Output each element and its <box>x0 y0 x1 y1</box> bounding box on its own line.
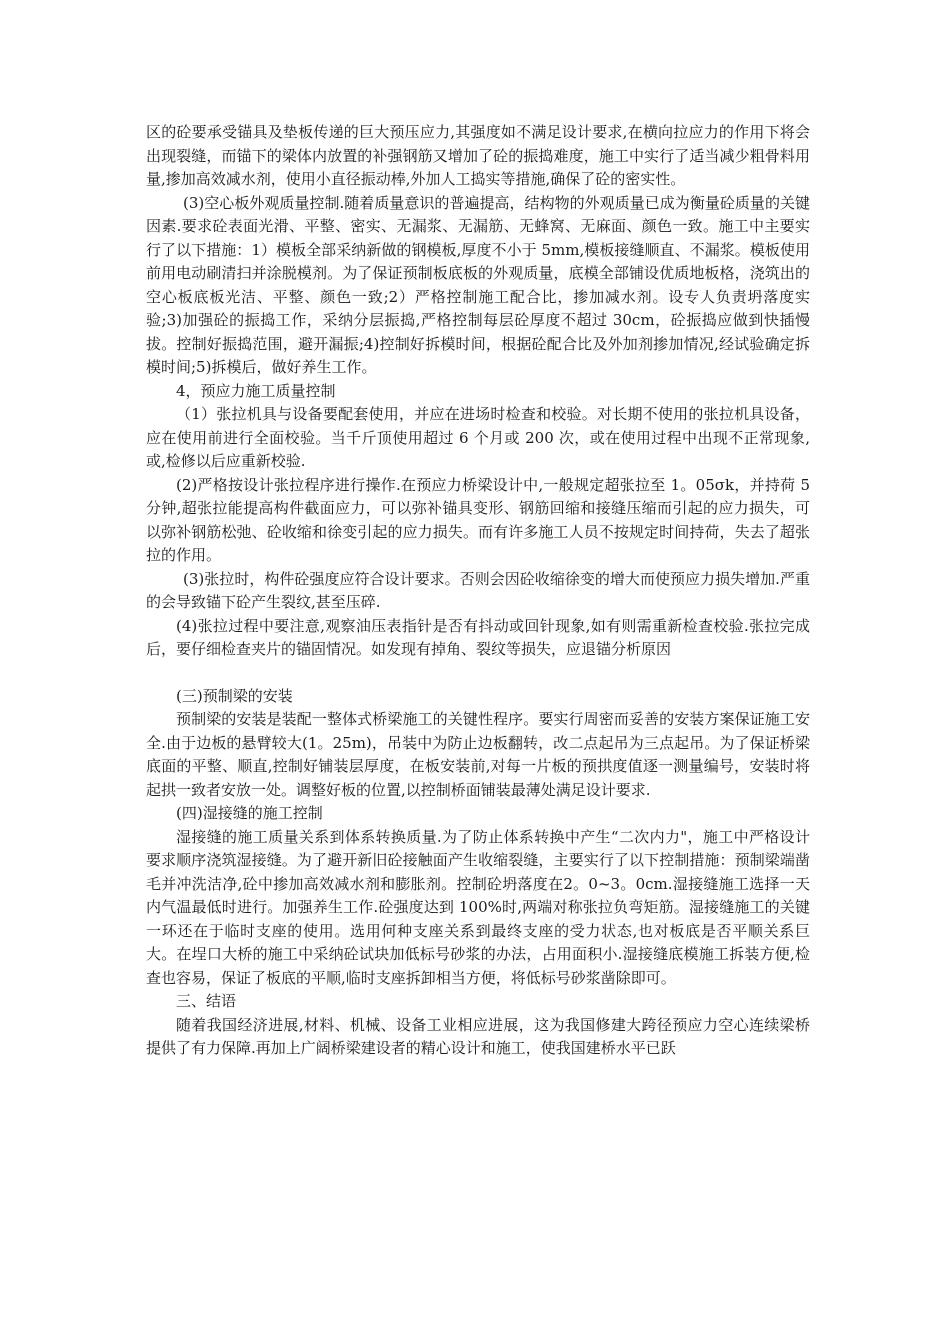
paragraph-anchor-zone: 区的砼要承受锚具及垫板传递的巨大预压应力,其强度如不满足设计要求,在横向拉应力的作用下将会出现裂缝，而锚下的梁体内放置的补强钢筋又增加了砼的振捣难度，施工中实行了适当减少粗骨料用量,掺加高效减水剂，使用小直径振动棒,外加人工捣实等措施,确保了砼的密实性。 <box>146 123 810 188</box>
section-heading-beam-installation: (三)预制梁的安装 <box>176 686 293 705</box>
paragraph-hollow-slab-appearance: (3)空心板外观质量控制.随着质量意识的普遍提高，结构物的外观质量已成为衡量砼质量的关键因素.要求砼表面光滑、平整、密实、无漏浆、无漏筋、无蜂窝、无麻面、颜色一致。施工中主要实行了以下措施：1）模板全部采纳新做的钢模板,厚度不小于 5mm,模板接缝顺直、不漏浆。模板使用前用电动刷清扫并涂脱模剂。为了保证预制板底板的外观质量，底模全部铺设优质地板格，浇筑出的空心板底板光洁、平整、颜色一致;2）严格控制施工配合比，掺加减水剂。设专人负责坍落度实验;3)加强砼的振捣工作，采纳分层振捣,严格控制每层砼厚度不超过 30cm，砼振捣应做到快插慢拔。控制好振捣范围，避开漏振;4)控制好拆模时间，根据砼配合比及外加剂掺加情况,经试验确定拆模时间;5)拆模后，做好养生工作。 <box>146 193 810 376</box>
paragraph-tensioning-procedure: (2)严格按设计张拉程序进行操作.在预应力桥梁设计中,一般规定超张拉至 1。05σk，并持荷 5 分钟,超张拉能提高构件截面应力，可以弥补锚具变形、钢筋回缩和接缝压缩而引起的应力损失，可以弥补钢筋松弛、砼收缩和徐变引起的应力损失。而有许多施工人员不按规定时间持荷，失去了超张拉的作用。 <box>146 475 810 564</box>
section-heading-wet-joint: (四)湿接缝的施工控制 <box>176 804 323 822</box>
paragraph-beam-installation: 预制梁的安装是装配一整体式桥梁施工的关键性程序。要实行周密而妥善的安装方案保证施工安全.由于边板的悬臂较大(1。25m)，吊装中为防止边板翻转，改二点起吊为三点起吊。为了保证桥梁底面的平整、顺直,控制好铺装层厚度，在板安装前,对每一片板的预拱度值逐一测量编号，安装时将起拱一致者安放一处。调整好板的位置,以控制桥面铺装最薄处满足设计要求. <box>146 710 810 799</box>
paragraph-tensioning-observation: (4)张拉过程中要注意,观察油压表指针是否有抖动或回针现象,如有则需重新检查校验.张拉完成后，要仔细检查夹片的锚固情况。如发现有掉角、裂纹等损失，应退锚分析原因 <box>146 616 810 658</box>
document-body <box>146 121 810 1061</box>
paragraph-conclusion: 随着我国经济进展,材料、机械、设备工业相应进展，这为我国修建大跨径预应力空心连续梁桥提供了有力保障.再加上广阔桥梁建设者的精心设计和施工，使我国建桥水平已跃 <box>146 1015 810 1057</box>
section-heading-prestress: 4，预应力施工质量控制 <box>176 381 336 400</box>
paragraph-concrete-strength: (3)张拉时，构件砼强度应符合设计要求。否则会因砼收缩徐变的增大而使预应力损失增加.严重的会导致锚下砼产生裂纹,甚至压碎. <box>146 569 810 611</box>
paragraph-gap <box>146 662 810 685</box>
paragraph-wet-joint: 湿接缝的施工质量关系到体系转换质量.为了防止体系转换中产生“二次内力"，施工中严格设计要求顺序浇筑湿接缝。为了避开新旧砼接触面产生收缩裂缝，主要实行了以下控制措施：预制梁端凿毛并冲洗洁净,砼中掺加高效减水剂和膨胀剂。控制砼坍落度在2。0~3。0cm.湿接缝施工选择一天内气温最低时进行。加强养生工作.砼强度达到 100%时,两端对称张拉负弯矩筋。湿接缝施工的关键一环还在于临时支座的使用。选用何种支座关系到最终支座的受力状态,也对板底是否平顺关系巨大。在埕口大桥的施工中采纳砼试块加低标号砂浆的办法，占用面积小.湿接缝底模施工拆装方便,检查也容易，保证了板底的平顺,临时支座拆卸相当方便，将低标号砂浆凿除即可。 <box>146 827 810 987</box>
paragraph-tensioning-equipment: （1）张拉机具与设备要配套使用，并应在进场时检查和校验。对长期不使用的张拉机具设备，应在使用前进行全面校验。当千斤顶使用超过 6 个月或 200 次，或在使用过程中出现不正常现象,或,检修以后应重新校验. <box>146 405 810 470</box>
section-heading-conclusion: 三、结语 <box>176 992 237 1010</box>
